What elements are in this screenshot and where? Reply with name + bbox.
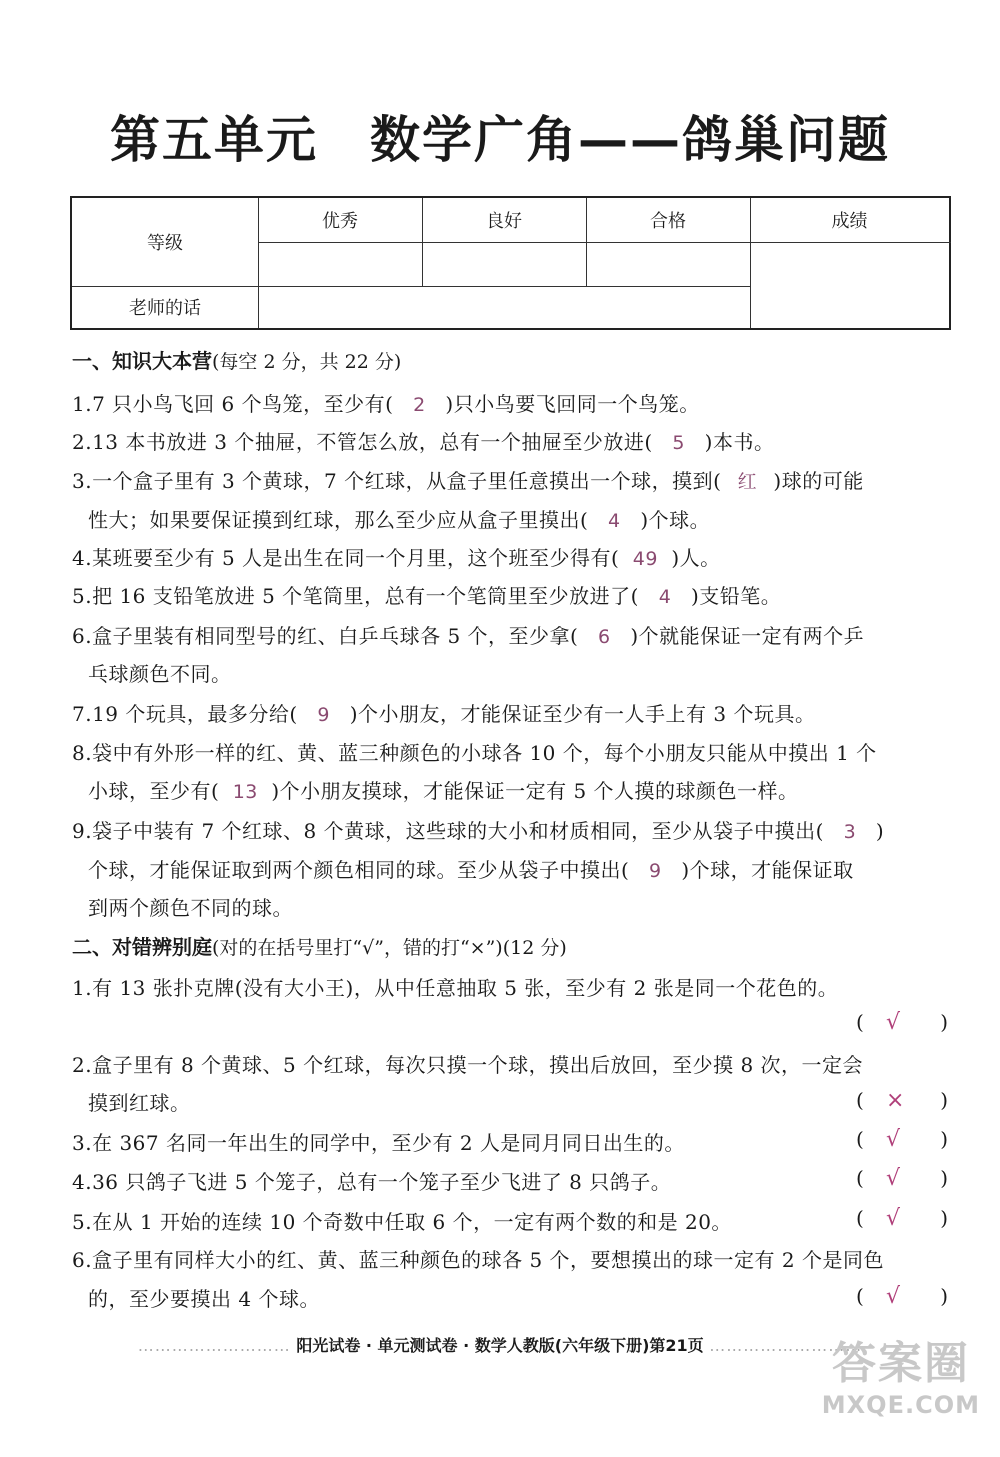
answer: 6 [598, 626, 611, 648]
check-mark-icon: √ [886, 1166, 901, 1191]
check-mark-icon: √ [886, 1206, 901, 1231]
answer: 9 [317, 704, 330, 726]
answer: 2 [413, 394, 426, 416]
question-1-6: 6.盒子里装有相同型号的红、白乒乓球各 5 个，至少拿( 6 )个就能保证一定有两个乒 [72, 624, 865, 648]
judge-item-1: 1.有 13 张扑克牌(没有大小王)，从中任意抽取 5 张，至少有 2 张是同一个花色的。 [72, 976, 839, 1000]
check-mark-icon: √ [886, 1284, 901, 1309]
page-footer: ……………………… 阳光试卷 · 单元测试卷 · 数学人教版(六年级下册)第21页 ……………………… [137, 1336, 863, 1355]
section-heading-2: 二、对错辨别庭(对的在括号里打“√”，错的打“×”)(12 分) [72, 935, 567, 959]
judge-item-6-cont: 的，至少要摸出 4 个球。 [88, 1287, 320, 1311]
question-1-9: 9.袋子中装有 7 个红球、8 个黄球，这些球的大小和材质相同，至少从袋子中摸出( 3 ) [72, 819, 885, 843]
question-1-1: 1.7 只小鸟飞回 6 个鸟笼，至少有( 2 )只小鸟要飞回同一个鸟笼。 [72, 392, 700, 416]
question-1-9-cont: 个球，才能保证取到两个颜色相同的球。至少从袋子中摸出( 9 )个球，才能保证取 [88, 858, 854, 882]
question-1-7: 7.19 个玩具，最多分给( 9 )个小朋友，才能保证至少有一人手上有 3 个玩具。 [72, 702, 816, 726]
question-1-6-cont: 乓球颜色不同。 [88, 662, 232, 686]
judge-item-2-cont: 摸到红球。 [88, 1091, 191, 1115]
cross-mark-icon: × [886, 1088, 905, 1113]
page-title: 第五单元 数学广角——鸽巢问题 [110, 111, 890, 169]
answer: 4 [658, 586, 672, 608]
watermark-logo: 答案圈 MXQE.COM [821, 1338, 980, 1419]
question-1-8: 8.袋中有外形一样的红、黄、蓝三种颜色的小球各 10 个，每个小朋友只能从中摸出 1 个 [72, 741, 877, 765]
judge-item-4: 4.36 只鸽子飞进 5 个笼子，总有一个笼子至少飞进了 8 只鸽子。 [72, 1170, 672, 1194]
answer: 13 [232, 781, 258, 803]
judge-item-5: 5.在从 1 开始的连续 10 个奇数中任取 6 个，一定有两个数的和是 20。 [72, 1210, 732, 1234]
question-1-9-cont2: 到两个颜色不同的球。 [88, 896, 293, 920]
check-mark-icon: √ [886, 1127, 901, 1152]
grade-table [70, 196, 951, 330]
judge-item-6: 6.盒子里有同样大小的红、黄、蓝三种颜色的球各 5 个，要想摸出的球一定有 2 个是同色 [72, 1248, 884, 1272]
level-excellent: 优秀 [322, 211, 358, 232]
teacher-comment-label: 老师的话 [129, 298, 201, 319]
judge-item-3: 3.在 367 名同一年出生的同学中，至少有 2 人是同月同日出生的。 [72, 1131, 685, 1155]
answer: 9 [649, 860, 662, 882]
question-1-3-cont: 性大；如果要保证摸到红球，那么至少应从盒子里摸出( 4 )个球。 [88, 508, 711, 532]
answer: 49 [632, 548, 658, 570]
answer: 3 [843, 821, 857, 843]
score-label: 成绩 [831, 211, 868, 232]
check-mark-icon: √ [886, 1010, 901, 1035]
question-1-4: 4.某班要至少有 5 人是出生在同一个月里，这个班至少得有( 49 )人。 [72, 546, 721, 570]
answer: 4 [608, 510, 621, 532]
level-pass: 合格 [650, 211, 686, 232]
grade-label: 等级 [147, 233, 183, 254]
judge-item-2: 2.盒子里有 8 个黄球、5 个红球，每次只摸一个球，摸出后放回，至少摸 8 次，一定会 [72, 1053, 864, 1077]
question-1-3: 3.一个盒子里有 3 个黄球，7 个红球，从盒子里任意摸出一个球，摸到( 红 )球的可能 [72, 469, 864, 493]
section-heading-1: 一、知识大本营(每空 2 分，共 22 分) [72, 349, 402, 373]
question-1-2: 2.13 本书放进 3 个抽屉，不管怎么放，总有一个抽屉至少放进( 5 )本书。 [72, 430, 775, 454]
answer: 红 [737, 471, 758, 493]
answer: 5 [672, 432, 685, 454]
question-1-8-cont: 小球，至少有( 13 )个小朋友摸球，才能保证一定有 5 个人摸的球颜色一样。 [88, 779, 799, 803]
level-good: 良好 [486, 211, 522, 232]
question-1-5: 5.把 16 支铅笔放进 5 个笔筒里，总有一个笔筒里至少放进了( 4 )支铅笔。 [72, 584, 782, 608]
